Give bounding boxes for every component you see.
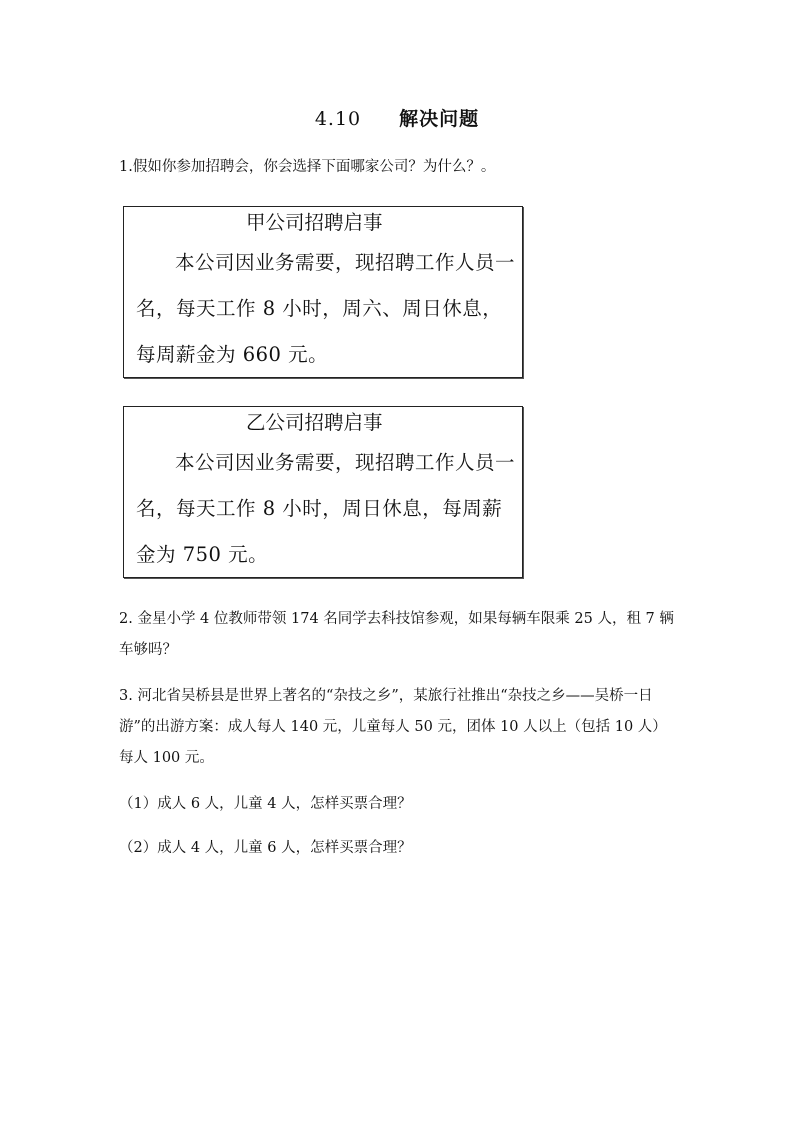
question-2 <box>119 604 679 666</box>
question-3-sub-1 <box>119 789 679 820</box>
question-1 <box>119 152 679 183</box>
company-b-heading: 乙公司招聘启事 <box>246 411 383 434</box>
question-3-text: 3. 河北省吴桥县是世界上著名的“杂技之乡”，某旅行社推出“杂技之乡——吴桥一日游”的出游方案：成人每人 140 元，儿童每人 50 元，团体 10 人以上（包括 10 人）每人 100 元。 <box>119 688 667 766</box>
page-title <box>0 104 794 131</box>
company-a-body: 本公司因业务需要，现招聘工作人员一名，每天工作 8 小时，周六、周日休息，每周薪金为 660 元。 <box>136 251 516 366</box>
question-2-text: 2. 金星小学 4 位教师带领 174 名同学去科技馆参观，如果每辆车限乘 25 人，租 7 辆车够吗？ <box>119 611 674 658</box>
company-a-heading: 甲公司招聘启事 <box>246 211 383 234</box>
question-3 <box>119 681 679 774</box>
section-title: 解决问题 <box>399 108 480 130</box>
section-number: 4.10 <box>314 108 362 130</box>
company-b-body: 本公司因业务需要，现招聘工作人员一名，每天工作 8 小时，周日休息，每周薪金为 750 元。 <box>136 451 516 566</box>
question-3-sub-2-text: （2）成人 4 人，儿童 6 人，怎样买票合理？ <box>119 840 412 856</box>
question-1-text: 1.假如你参加招聘会，你会选择下面哪家公司？为什么？。 <box>119 159 496 175</box>
question-3-sub-1-text: （1）成人 6 人，儿童 4 人，怎样买票合理？ <box>119 796 412 812</box>
company-a-notice <box>123 206 523 378</box>
company-b-notice <box>123 406 523 578</box>
question-3-sub-2 <box>119 833 679 864</box>
